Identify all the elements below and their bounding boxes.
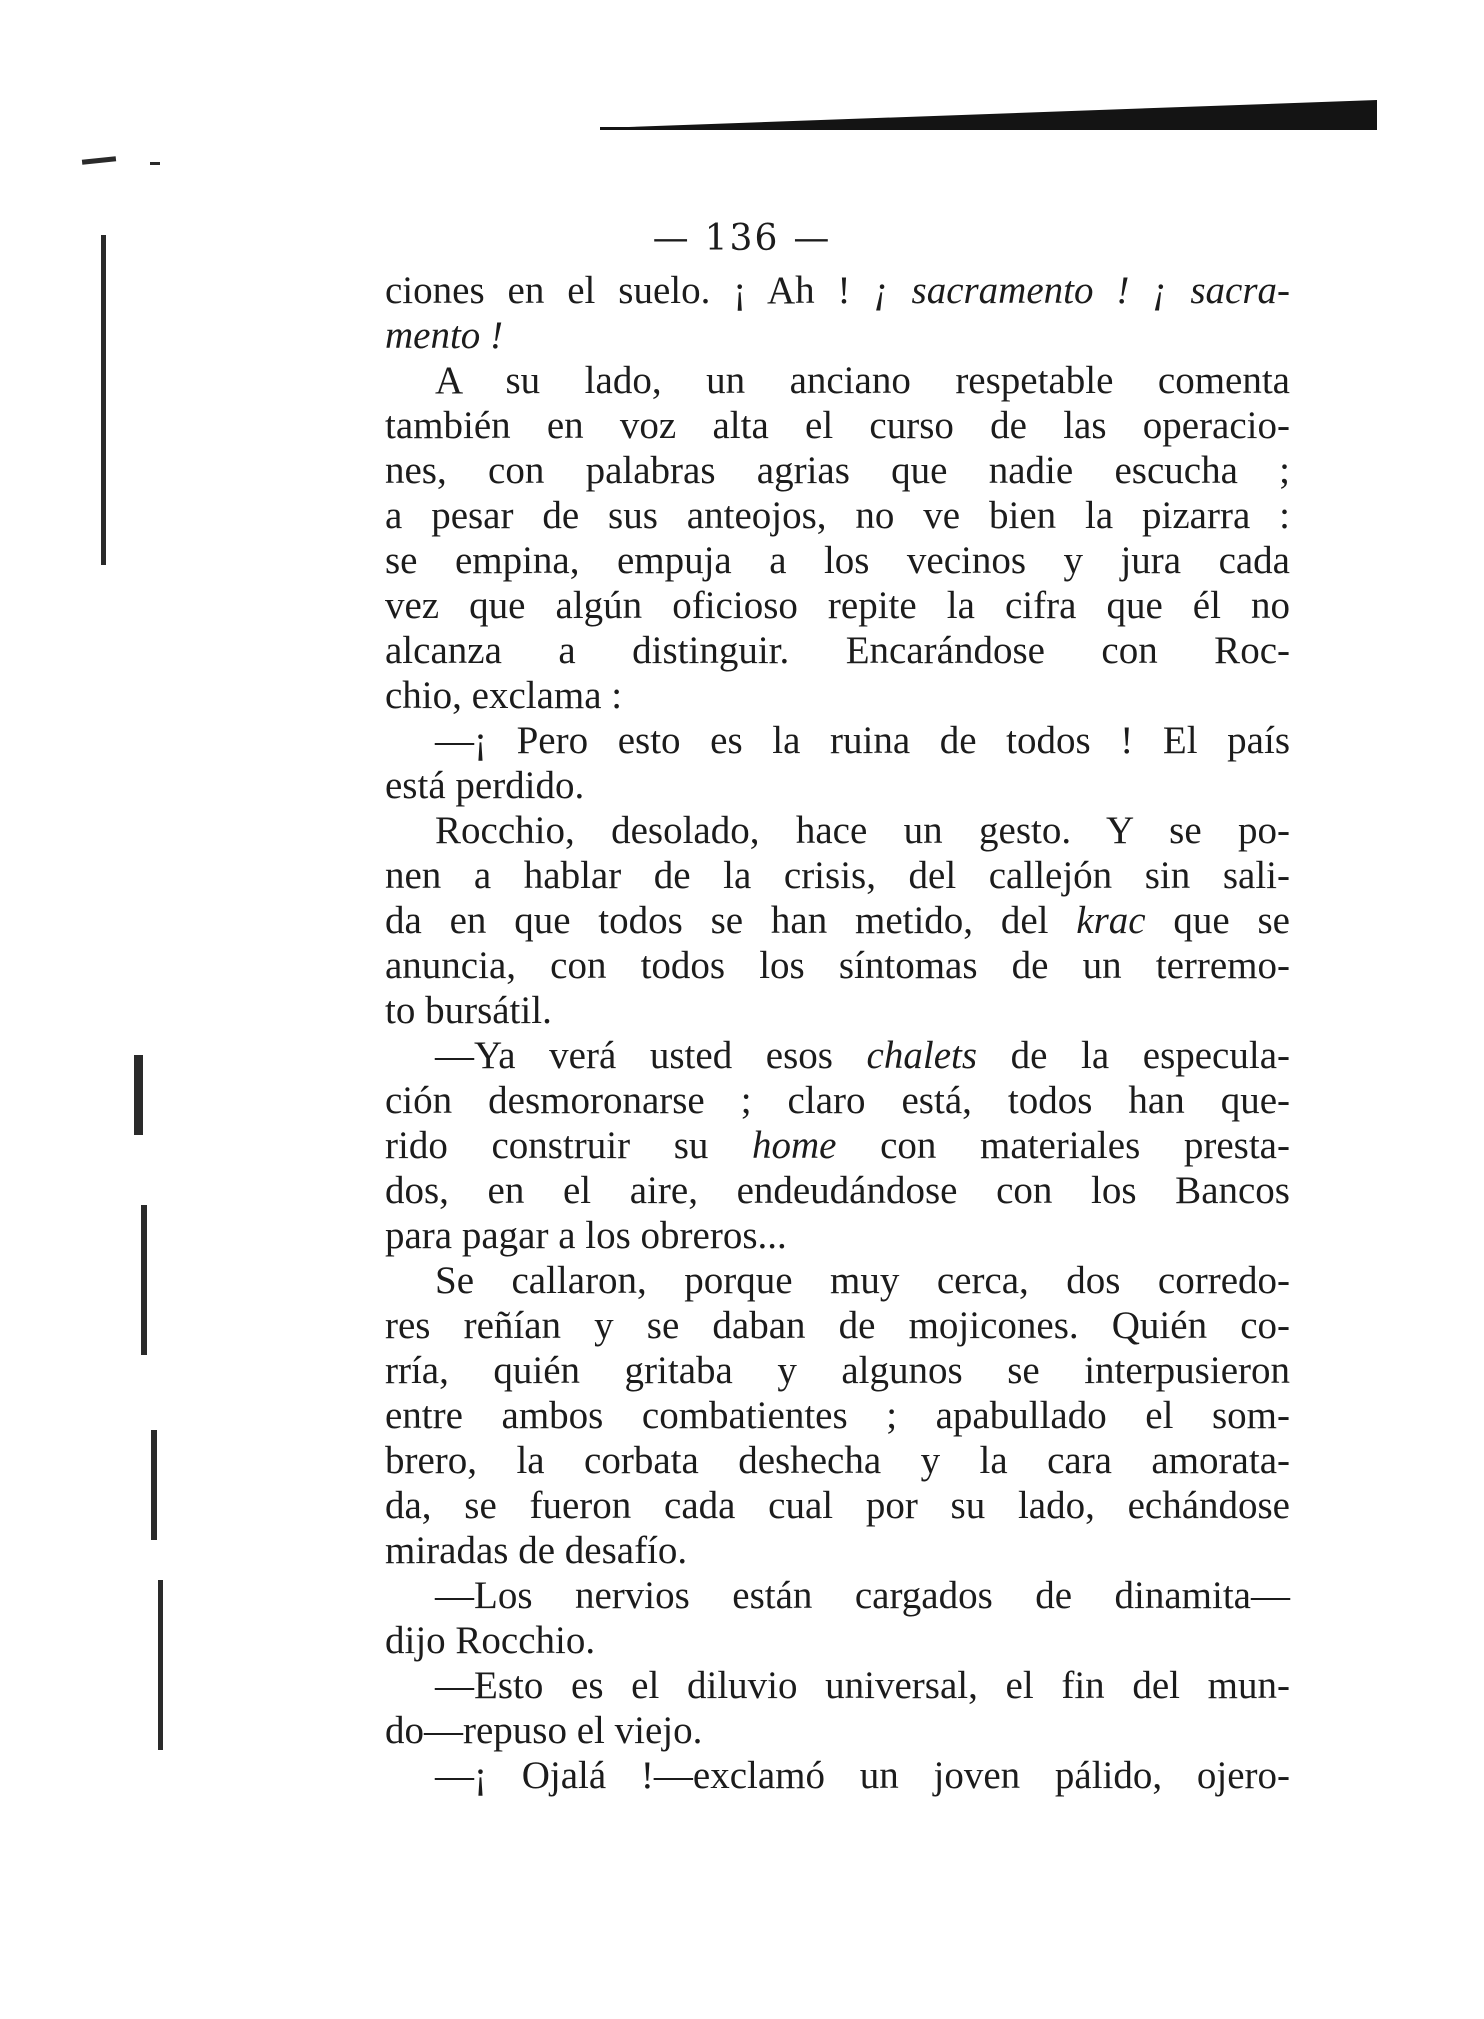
text-segment: rría, quién gritaba y algunos se interpusieron (385, 1349, 1290, 1392)
text-segment: dijo Rocchio. (385, 1619, 596, 1662)
text-line (385, 403, 1290, 448)
top-rule (600, 100, 1377, 130)
text-segment: nes, con palabras agrias que nadie escucha ; (385, 449, 1290, 492)
text-line (385, 853, 1290, 898)
text-line (385, 1033, 1290, 1078)
italic-word: ¡ sacramento ! ¡ sacra- (873, 269, 1290, 312)
text-segment: ción desmoronarse ; claro está, todos han que- (385, 1079, 1290, 1122)
text-segment: A su lado, un anciano respetable comenta (435, 359, 1290, 402)
text-segment: anuncia, con todos los síntomas de un terremo- (385, 944, 1290, 987)
text-segment: se empina, empuja a los vecinos y jura cada (385, 539, 1290, 582)
text-segment: que se (1145, 899, 1290, 942)
page-number: — 136 — (652, 218, 832, 259)
text-line (385, 448, 1290, 493)
text-segment: está perdido. (385, 764, 585, 807)
scan-mark (134, 1055, 143, 1135)
text-segment: vez que algún oficioso repite la cifra que él no (385, 584, 1290, 627)
text-segment: ciones en el suelo. ¡ Ah ! (385, 269, 874, 312)
text-line (385, 1708, 1290, 1753)
text-line (385, 1393, 1290, 1438)
italic-word: home (751, 1124, 837, 1167)
text-segment: miradas de desafío. (385, 1529, 688, 1572)
text-segment: con materiales presta- (836, 1124, 1290, 1167)
text-line (385, 988, 1290, 1033)
text-line (385, 943, 1290, 988)
text-segment: —¡ Ojalá !—exclamó un joven pálido, ojero- (435, 1754, 1290, 1797)
text-line (385, 1483, 1290, 1528)
text-line (385, 1168, 1290, 1213)
text-segment: rido construir su (385, 1124, 752, 1167)
text-line (385, 718, 1290, 763)
text-segment: to bursátil. (385, 989, 552, 1032)
text-line (385, 583, 1290, 628)
scan-mark (151, 1430, 157, 1540)
text-segment: do—repuso el viejo. (385, 1709, 703, 1752)
text-line (385, 1303, 1290, 1348)
text-segment: también en voz alta el curso de las operacio- (385, 404, 1290, 447)
text-segment: dos, en el aire, endeudándose con los Bancos (385, 1169, 1290, 1212)
text-line (385, 538, 1290, 583)
text-line (385, 763, 1290, 808)
text-segment: da en que todos se han metido, del (385, 899, 1077, 942)
text-line (385, 1573, 1290, 1618)
text-line (385, 1438, 1290, 1483)
text-line (385, 1618, 1290, 1663)
text-line (385, 313, 1290, 358)
text-line (385, 493, 1290, 538)
text-segment: —¡ Pero esto es la ruina de todos ! El país (435, 719, 1290, 762)
text-line (385, 808, 1290, 853)
scan-mark (101, 235, 106, 565)
text-line (385, 358, 1290, 403)
text-segment: Rocchio, desolado, hace un gesto. Y se po- (435, 809, 1290, 852)
text-line (385, 1348, 1290, 1393)
text-line (385, 628, 1290, 673)
text-segment: nen a hablar de la crisis, del callejón sin sali- (385, 854, 1290, 897)
scan-mark (150, 162, 160, 165)
text-segment: alcanza a distinguir. Encarándose con Roc- (385, 629, 1290, 672)
text-segment: chio, exclama : (385, 674, 623, 717)
text-line (385, 1528, 1290, 1573)
scan-mark (158, 1580, 163, 1750)
text-segment: —Esto es el diluvio universal, el fin del mun- (435, 1664, 1290, 1707)
text-line (385, 268, 1290, 313)
text-segment: —Ya verá usted esos (435, 1034, 867, 1077)
italic-word: mento ! (385, 314, 504, 357)
text-segment: entre ambos combatientes ; apabullado el som- (385, 1394, 1290, 1437)
italic-word: krac (1076, 899, 1146, 942)
text-segment: de la especula- (977, 1034, 1290, 1077)
text-segment: brero, la corbata deshecha y la cara amorata- (385, 1439, 1290, 1482)
scan-mark (141, 1205, 147, 1355)
text-segment: —Los nervios están cargados de dinamita— (435, 1574, 1290, 1617)
body-text (385, 268, 1290, 1798)
text-line (385, 1123, 1290, 1168)
text-segment: da, se fueron cada cual por su lado, echándose (385, 1484, 1290, 1527)
text-segment: res reñían y se daban de mojicones. Quién co- (385, 1304, 1290, 1347)
text-line (385, 1078, 1290, 1123)
text-line (385, 1753, 1290, 1798)
text-segment: para pagar a los obreros... (385, 1214, 787, 1257)
text-line (385, 1213, 1290, 1258)
text-line (385, 1663, 1290, 1708)
scan-mark (82, 156, 116, 165)
text-line (385, 1258, 1290, 1303)
text-line (385, 898, 1290, 943)
italic-word: chalets (866, 1034, 978, 1077)
page-number-value: 136 (704, 218, 780, 259)
text-segment: Se callaron, porque muy cerca, dos corredo- (435, 1259, 1290, 1302)
text-segment: a pesar de sus anteojos, no ve bien la pizarra : (385, 494, 1290, 537)
text-line (385, 673, 1290, 718)
